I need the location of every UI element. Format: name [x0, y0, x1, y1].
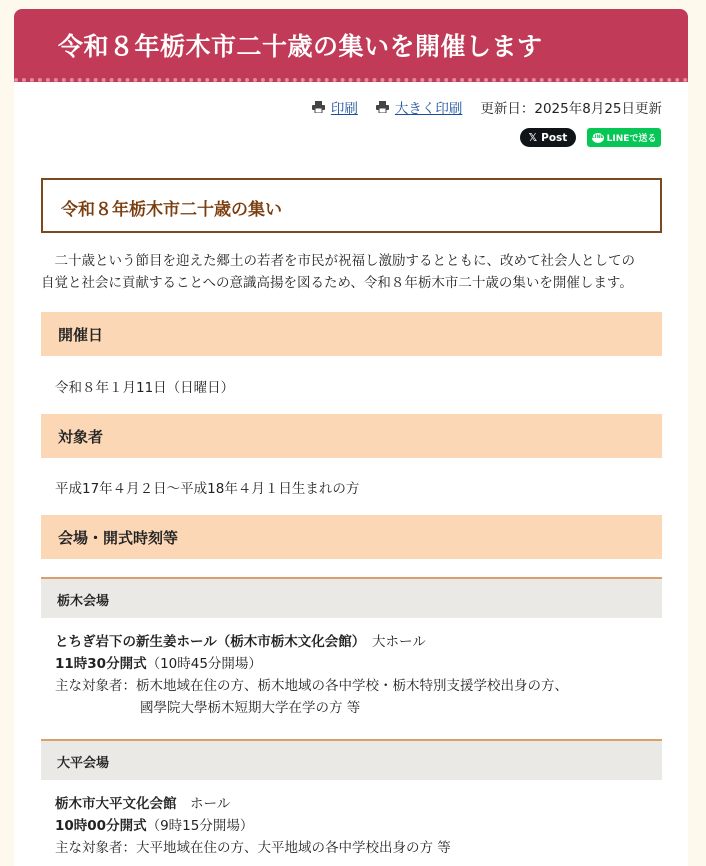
venue-details	[55, 631, 568, 719]
venue-time: 11時30分開式	[55, 656, 147, 672]
title-bar	[14, 9, 688, 82]
venue-hall: 大ホール	[358, 634, 426, 650]
venue-time: 10時00分開式	[55, 818, 147, 834]
printer-icon	[312, 101, 325, 113]
tool-row	[312, 97, 662, 117]
x-post-label: Post	[541, 131, 568, 144]
line-logo-icon: LINE	[592, 133, 604, 143]
venue-details	[55, 793, 451, 859]
venue-subheading: 大平会場	[57, 756, 110, 771]
target-heading: 対象者	[58, 428, 104, 446]
section-heading-box	[41, 178, 662, 233]
venue-place-line	[55, 631, 568, 653]
printer-icon	[376, 101, 389, 113]
venue-heading: 会場・開式時刻等	[58, 529, 179, 547]
x-logo-icon: 𝕏	[528, 131, 538, 144]
venue-place: とちぎ岩下の新生姜ホール（栃木市栃木文化会館）	[55, 634, 359, 650]
content-card	[14, 9, 688, 866]
print-link[interactable]: 印刷	[330, 101, 358, 117]
venue-target: 主な対象者：栃木地域在住の方、栃木地域の各中学校・栃木特別支援学校出身の方、	[55, 678, 568, 694]
section-heading: 令和８年栃木市二十歳の集い	[61, 200, 282, 220]
date-value: 令和８年１月11日（日曜日）	[55, 380, 235, 396]
venue-place: 栃木市大平文化会館	[55, 796, 177, 812]
venue-target: 主な対象者：大平地域在住の方、大平地域の各中学校出身の方 等	[55, 840, 451, 856]
venue-subheading-box	[41, 739, 662, 780]
venue-subheading: 栃木会場	[57, 594, 110, 609]
venue-hall: ホール	[176, 796, 231, 812]
line-share-button[interactable]	[587, 128, 661, 147]
venue-target-cont: 國學院大學栃木短期大学在学の方 等	[140, 700, 361, 716]
venue-place-line	[55, 793, 451, 815]
large-print-link[interactable]: 大きく印刷	[394, 101, 463, 117]
venue-heading-box	[41, 515, 662, 559]
venue-open: （10時45分開場）	[146, 656, 262, 672]
x-post-button[interactable]	[520, 128, 576, 147]
target-heading-box	[41, 414, 662, 458]
date-heading: 開催日	[58, 326, 104, 344]
date-heading-box	[41, 312, 662, 356]
share-row	[520, 128, 661, 147]
intro-paragraph	[41, 250, 665, 294]
intro-line: 二十歳という節目を迎えた郷土の若者を市民が祝福し激励するとともに、改めて社会人としての	[41, 253, 635, 269]
target-value: 平成17年４月２日～平成18年４月１日生まれの方	[55, 481, 360, 497]
large-print-link-group[interactable]	[376, 97, 463, 117]
line-share-label: LINEで送る	[606, 134, 657, 144]
venue-time-line	[55, 815, 451, 837]
intro-line: 自覚と社会に貢献することへの意識高揚を図るため、令和８年栃木市二十歳の集いを開催します。	[41, 275, 633, 291]
updated-date: 更新日：2025年8月25日更新	[480, 101, 662, 117]
venue-open: （9時15分開場）	[146, 818, 254, 834]
venue-time-line	[55, 653, 568, 675]
venue-subheading-box	[41, 577, 662, 618]
print-link-group[interactable]	[312, 97, 358, 117]
page-title: 令和８年栃木市二十歳の集いを開催します	[58, 32, 543, 61]
